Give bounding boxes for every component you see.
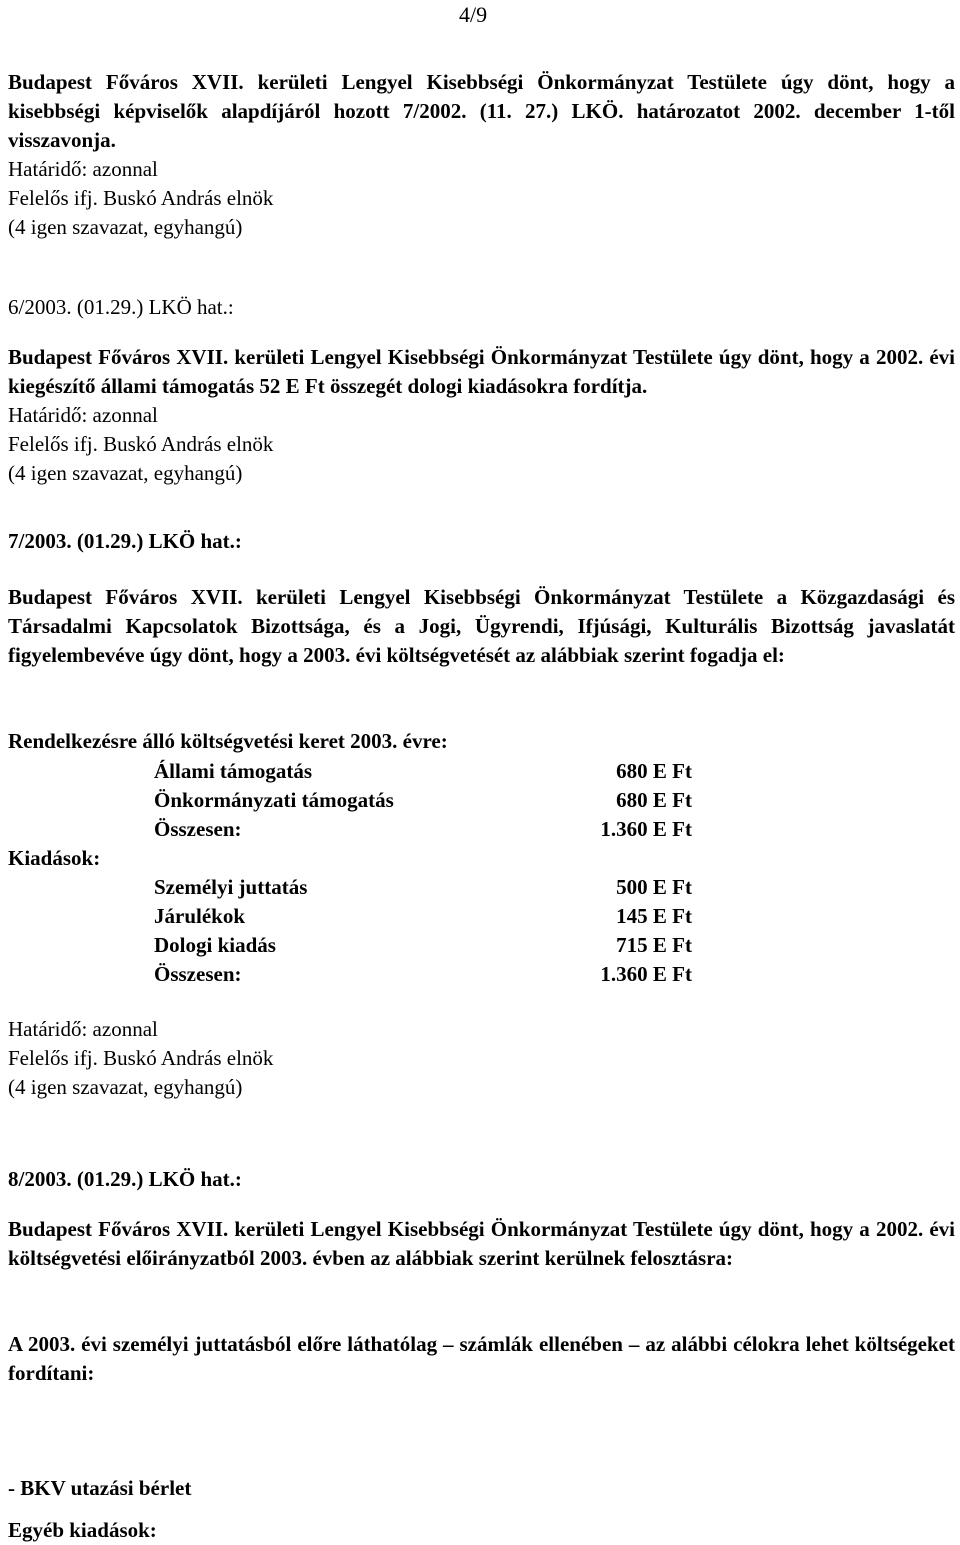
resolution-prev-text: Budapest Főváros XVII. kerületi Lengyel Kisebbségi Önkormányzat Testülete úgy dönt, hogy a kisebbségi képviselők alapdíjáról hozott 7/2002. (11. 27.) LKÖ. határozatot 2002. december 1-től visszavonja. (8, 70, 955, 152)
budget-table (8, 757, 708, 989)
budget-label: Összesen: (154, 962, 242, 986)
resolution-8-text: Budapest Főváros XVII. kerületi Lengyel Kisebbségi Önkormányzat Testülete úgy dönt, hogy a 2002. évi költségvetési előirányzatból 2003. évben az alábbiak szerint kerülnek felosztásra: (8, 1217, 955, 1270)
resolution-7-deadline: Határidő: azonnal (8, 1017, 158, 1041)
budget-row (8, 815, 708, 844)
resolution-8-subtext: A 2003. évi személyi juttatásból előre láthatólag – számlák ellenében – az alábbi célokra lehet költségeket fordítani: (8, 1332, 955, 1385)
budget-label: Önkormányzati támogatás (154, 788, 394, 812)
budget-label: Állami támogatás (154, 759, 313, 783)
budget-row (8, 873, 708, 902)
expenses-heading: Kiadások: (8, 846, 101, 870)
resolution-prev-vote: (4 igen szavazat, egyhangú) (8, 215, 243, 239)
resolution-6-text: Budapest Főváros XVII. kerületi Lengyel Kisebbségi Önkormányzat Testülete úgy dönt, hogy a 2002. évi kiegészítő állami támogatás 52 E Ft összegét dologi kiadásokra fordítja. (8, 345, 955, 398)
resolution-7-responsible: Felelős ifj. Buskó András elnök (8, 1046, 274, 1070)
budget-row (8, 960, 708, 989)
resolution-7-text: Budapest Főváros XVII. kerületi Lengyel Kisebbségi Önkormányzat Testülete a Közgazdasági és Társadalmi Kapcsolatok Bizottsága, és a Jogi, Ügyrendi, Ifjúsági, Kulturális Bizottság javaslatát figyelembevéve úgy dönt, hogy a 2003. évi költségvetését az alábbiak szerint fogadja el: (8, 585, 955, 667)
resolution-6-responsible: Felelős ifj. Buskó András elnök (8, 432, 274, 456)
budget-row (8, 844, 708, 873)
budget-label: Járulékok (154, 904, 246, 928)
budget-row (8, 902, 708, 931)
budget-amount: 1.360 E Ft (600, 817, 692, 841)
budget-amount: 1.360 E Ft (600, 962, 692, 986)
resolution-7-vote: (4 igen szavazat, egyhangú) (8, 1075, 243, 1099)
budget-label: Dologi kiadás (154, 933, 276, 957)
item-bkv-pass: - BKV utazási bérlet (8, 1476, 192, 1500)
budget-amount: 500 E Ft (616, 875, 692, 899)
resolution-7-heading: 7/2003. (01.29.) LKÖ hat.: (8, 529, 242, 553)
budget-row (8, 757, 708, 786)
resolution-prev-responsible: Felelős ifj. Buskó András elnök (8, 186, 274, 210)
other-expenses-heading: Egyéb kiadások: (8, 1518, 157, 1542)
resolution-6-vote: (4 igen szavazat, egyhangú) (8, 461, 243, 485)
resolution-6-deadline: Határidő: azonnal (8, 403, 158, 427)
resolution-6-heading: 6/2003. (01.29.) LKÖ hat.: (8, 295, 234, 319)
resolution-prev-deadline: Határidő: azonnal (8, 157, 158, 181)
budget-label: Összesen: (154, 817, 242, 841)
budget-amount: 680 E Ft (616, 788, 692, 812)
budget-amount: 145 E Ft (616, 904, 692, 928)
budget-amount: 680 E Ft (616, 759, 692, 783)
budget-row (8, 786, 708, 815)
budget-row (8, 931, 708, 960)
resolution-8-heading: 8/2003. (01.29.) LKÖ hat.: (8, 1167, 242, 1191)
budget-label: Személyi juttatás (154, 875, 308, 899)
budget-title: Rendelkezésre álló költségvetési keret 2003. évre: (8, 729, 448, 753)
budget-amount: 715 E Ft (616, 933, 692, 957)
page-number: 4/9 (459, 2, 488, 27)
